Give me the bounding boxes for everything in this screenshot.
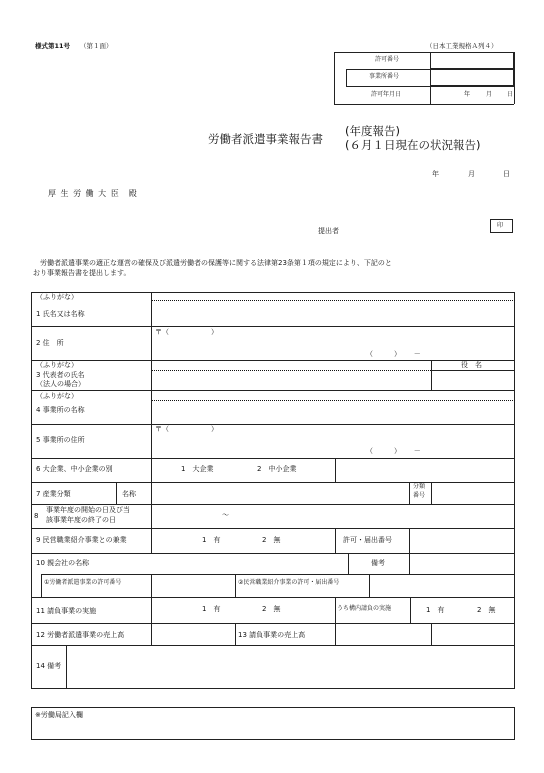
name-field[interactable]: [152, 302, 514, 325]
row10-dispatch-permit-label: ①労働者派遣事業の許可番号: [44, 579, 122, 586]
row3-furigana-label: （ふりがな）: [36, 361, 78, 369]
intro-line-1: 労働者派遣事業の適正な運営の確保及び派遣労働者の保護等に関する法律第23条第１項の規定により、下記のと: [40, 259, 392, 267]
fiscal-period-tilde: ～: [222, 511, 229, 519]
seal-box: [490, 219, 513, 233]
document-title: 労働者派遣事業報告書: [208, 132, 323, 146]
row10-parent-label: 10 親会社の名称: [36, 559, 90, 567]
form-number: 様式第11号: [35, 42, 71, 50]
size-option-large[interactable]: 1 大企業: [181, 465, 214, 473]
contract-option-yes[interactable]: 1 有: [202, 605, 221, 613]
row11-contract-label: 11 請負事業の実施: [36, 607, 97, 615]
row4-furigana-label: （ふりがな）: [36, 392, 78, 400]
title-june-status: (６月１日現在の状況報告): [345, 138, 481, 152]
permit-date-day: 日: [507, 91, 514, 98]
row8-line2: 該事業年度の終了の日: [46, 516, 116, 524]
row10-remarks-label: 備考: [371, 559, 385, 567]
row1-furigana-label: （ふりがな）: [36, 293, 78, 301]
row8-line1: 事業年度の開始の日及び当: [46, 506, 130, 514]
date-year: 年: [432, 170, 439, 178]
permit-date-month: 月: [486, 91, 493, 98]
date-day: 日: [503, 170, 510, 178]
title-annual: (年度報告): [345, 124, 400, 138]
row7-industry-label: 7 産業分類: [36, 490, 71, 498]
address-phone: （ ） －: [366, 350, 421, 358]
size-option-sme[interactable]: 2 中小企業: [257, 465, 297, 473]
submitter-label: 提出者: [318, 227, 339, 235]
office-number-field[interactable]: [430, 69, 514, 86]
row3-title-label: 役 名: [461, 361, 482, 369]
row9-permit-label: 許可・届出番号: [343, 536, 392, 544]
office-phone: （ ） －: [366, 447, 421, 455]
row4-office-name-label: 4 事業所の名称: [36, 406, 85, 414]
remarks-field[interactable]: [67, 646, 514, 688]
permit-number-field[interactable]: [430, 52, 514, 69]
onsite-option-no[interactable]: 2 無: [477, 606, 496, 614]
office-number-label: 事業所番号: [369, 73, 400, 80]
row1-name-label: 1 氏名又は名称: [36, 310, 85, 318]
onsite-option-yes[interactable]: 1 有: [426, 606, 445, 614]
row7-code-label-2: 番号: [413, 492, 426, 499]
row3-representative-label: 3 代表者の氏名: [36, 371, 85, 379]
placement-option-no[interactable]: 2 無: [262, 536, 281, 544]
row5-office-address-label: 5 事業所の住所: [36, 436, 85, 444]
row7-code-label-1: 分類: [413, 483, 426, 490]
row10-placement-permit-label: ②民営職業紹介事業の許可・届出番号: [238, 579, 340, 586]
addressee: 厚 生 労 働 大 臣 殿: [48, 189, 138, 198]
row7-name-label: 名称: [122, 490, 136, 498]
address-postal: 〒（ ）: [155, 328, 218, 336]
date-month: 月: [468, 170, 475, 178]
office-use-label: ※労働局記入欄: [35, 711, 83, 719]
seal-mark: 印: [497, 222, 504, 229]
row8-number: 8: [34, 512, 39, 520]
permit-number-label: 許可番号: [375, 56, 400, 63]
row9-placement-label: 9 民営職業紹介事業との兼業: [36, 536, 127, 544]
office-use-box: [31, 707, 515, 740]
permit-date-year: 年: [464, 91, 471, 98]
permit-date-label: 許可年月日: [371, 91, 402, 98]
form-face: （第１面）: [80, 42, 113, 50]
row13-contract-sales-label: 13 請負事業の売上高: [238, 631, 306, 639]
row2-address-label: 2 住 所: [36, 339, 64, 347]
office-postal: 〒（ ）: [155, 425, 218, 433]
row6-size-label: 6 大企業、中小企業の別: [36, 465, 113, 473]
intro-line-2: おり事業報告書を提出します。: [33, 269, 131, 277]
row14-remarks-label: 14 備考: [36, 662, 62, 670]
row3-corporate-note: （法人の場合）: [36, 380, 85, 388]
row12-dispatch-sales-label: 12 労働者派遣事業の売上高: [36, 631, 125, 639]
row11-onsite-label: うち構内請負の実施: [337, 605, 392, 612]
jis-note: （日本工業規格Ａ列４）: [426, 42, 498, 50]
contract-option-no[interactable]: 2 無: [262, 605, 281, 613]
placement-option-yes[interactable]: 1 有: [202, 536, 221, 544]
